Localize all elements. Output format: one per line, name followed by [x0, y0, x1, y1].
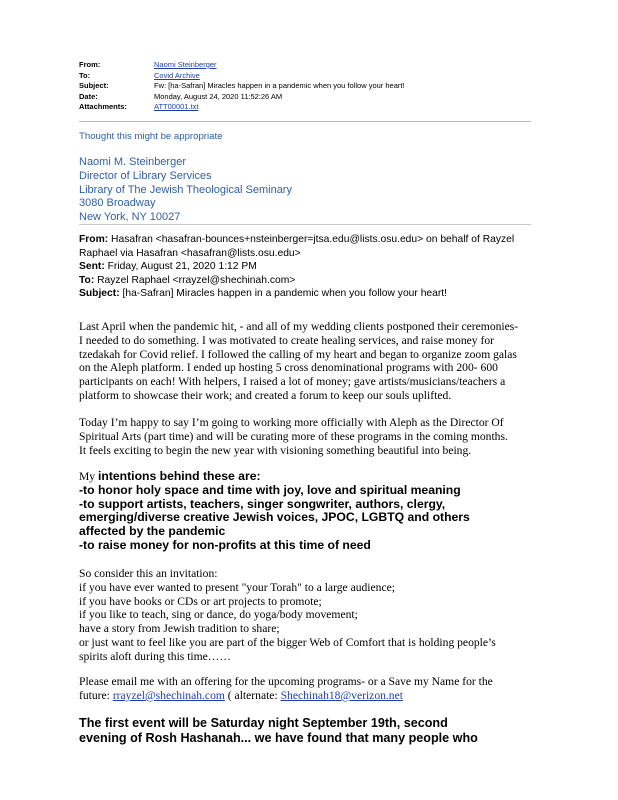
forwarded-subject-label: Subject: — [79, 288, 120, 300]
forwarded-subject-value: [ha-Safran] Miracles happen in a pandemic when you follow your heart! — [119, 288, 448, 300]
header-attachments-label: Attachments: — [79, 102, 127, 112]
signature-city: New York, NY 10027 — [79, 211, 181, 224]
paragraph-line: participants on each! With helpers, I raised a lot of money; gave artists/musicians/teachers a — [79, 375, 506, 389]
invitation-line: spirits aloft during this time…… — [79, 649, 231, 663]
email-link-primary[interactable]: rrayzel@shechinah.com — [112, 688, 225, 702]
paragraph-line: I needed to do something. I was motivated to create healing services, and raise money for — [79, 333, 494, 347]
header-attachments-row — [79, 102, 405, 113]
event-announcement — [79, 716, 559, 746]
invitation-line: if you have books or CDs or art projects to promote; — [79, 594, 322, 608]
intentions-block — [79, 470, 559, 552]
header-to-link[interactable]: Covid Archive — [154, 70, 200, 80]
invitation-block — [79, 567, 559, 664]
intentions-heading: intentions behind these are: — [98, 469, 261, 483]
intentions-item: emerging/diverse creative Jewish voices, JPOC, LGBTQ and others — [79, 510, 470, 525]
email-request-block — [79, 675, 559, 703]
email-request-line: Please email me with an offering for the upcoming programs- or a Save my Name for the — [79, 675, 493, 688]
event-line: evening of Rosh Hashanah... we have found that many people who — [79, 731, 478, 746]
paragraph-line: on the Aleph platform. I ended up hosting 5 cross denominational programs with 200- 600 — [79, 361, 498, 375]
invitation-line: if you like to teach, sing or dance, do yoga/body movement; — [79, 608, 358, 622]
attachment-link[interactable]: ATT00001.txt — [154, 102, 199, 112]
forwarded-from-label: From: — [79, 234, 109, 245]
signature-name: Naomi M. Steinberger — [79, 156, 186, 168]
header-to-row — [79, 71, 405, 82]
paragraph-line: Last April when the pandemic hit, - and all of my wedding clients postponed their ceremonies- — [79, 320, 519, 333]
header-date-value: Monday, August 24, 2020 11:52:26 AM — [154, 91, 283, 101]
header-subject-row — [79, 81, 405, 92]
intentions-item: -to support artists, teachers, singer songwriter, authors, clergy, — [79, 496, 446, 511]
signature-block — [79, 156, 292, 225]
paragraph-line: Spiritual Arts (part time) and will be curating more of these programs in the coming months. — [79, 429, 508, 443]
email-request-middle: ( alternate: — [224, 688, 281, 702]
header-to-label: To: — [79, 70, 91, 80]
email-request-line2 — [79, 689, 559, 703]
signature-title: Director of Library Services — [79, 169, 212, 182]
header-date-row — [79, 92, 405, 103]
forwarded-sent-label: Sent: — [79, 261, 105, 273]
paragraph-line: It feels exciting to begin the new year with visioning something beautiful into being. — [79, 443, 472, 457]
forwarded-to-label: To: — [79, 274, 95, 286]
intentions-line — [79, 470, 559, 484]
forwarded-from-line2: Raphael via Hasafran <hasafran@lists.osu.edu> — [79, 247, 301, 259]
forwarded-from-line — [79, 233, 549, 247]
email-header — [79, 60, 405, 113]
invitation-line: if you have ever wanted to present "your Torah" to a large audience; — [79, 580, 395, 594]
forwarded-to-line — [79, 274, 549, 288]
signature-divider — [79, 224, 531, 225]
header-subject-label: Subject: — [79, 81, 109, 91]
invitation-line: or just want to feel like you are part of the bigger Web of Comfort that is holding people’s — [79, 635, 496, 649]
forwarded-sent-line — [79, 260, 549, 274]
forwarded-sent-value: Friday, August 21, 2020 1:12 PM — [104, 261, 257, 273]
paragraph-line: Today I’m happy to say I’m going to working more officially with Aleph as the Director Of — [79, 416, 504, 429]
paragraph-line: platform to showcase their work; and created a forum to keep our souls uplifted. — [79, 388, 452, 402]
forwarded-subject-line — [79, 287, 549, 301]
forwarded-header — [79, 233, 549, 301]
intentions-item: -to honor holy space and time with joy, love and spiritual meaning — [79, 482, 461, 497]
invitation-line: have a story from Jewish tradition to share; — [79, 622, 280, 636]
header-from-link[interactable]: Naomi Steinberger — [154, 60, 217, 69]
email-request-prefix: future: — [79, 688, 113, 702]
email-link-alternate[interactable]: Shechinah18@verizon.net — [280, 688, 403, 702]
paragraph-aleph — [79, 416, 559, 457]
event-line: The first event will be Saturday night September 19th, second — [79, 716, 448, 730]
header-subject-value: Fw: [ha-Safran] Miracles happen in a pandemic when you follow your heart! — [154, 81, 405, 91]
invitation-line: So consider this an invitation: — [79, 567, 218, 580]
header-from-label: From: — [79, 60, 101, 69]
intentions-item: -to raise money for non-profits at this time of need — [79, 537, 371, 552]
signature-org: Library of The Jewish Theological Seminary — [79, 183, 292, 196]
intentions-lead: My — [79, 470, 99, 483]
header-divider — [79, 121, 531, 122]
forward-note: Thought this might be appropriate — [79, 131, 223, 142]
paragraph-pandemic — [79, 320, 559, 403]
forwarded-from-value: Hasafran <hasafran-bounces+nsteinberger=jtsa.edu@lists.osu.edu> on behalf of Rayzel — [108, 234, 515, 245]
paragraph-line: tzedakah for Covid relief. I followed the calling of my heart and began to organize zoom galas — [79, 347, 517, 361]
forwarded-to-value: Rayzel Raphael <rrayzel@shechinah.com> — [94, 274, 296, 286]
signature-street: 3080 Broadway — [79, 197, 156, 210]
header-from-row — [79, 60, 405, 71]
intentions-item: affected by the pandemic — [79, 523, 226, 538]
header-date-label: Date: — [79, 91, 98, 101]
